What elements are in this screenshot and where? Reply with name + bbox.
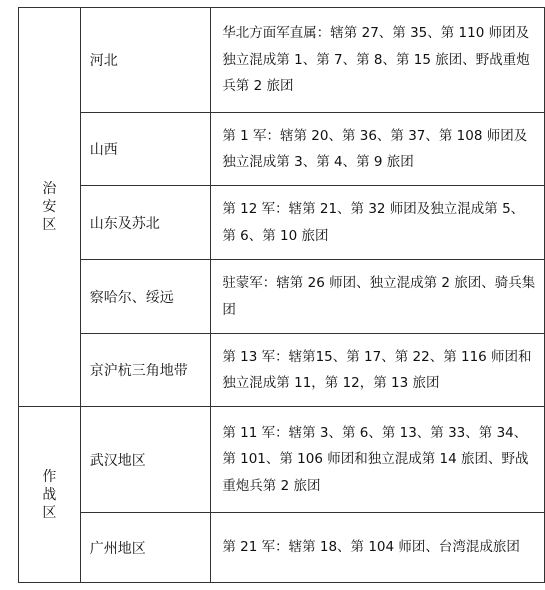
army-deployment-table <box>18 7 545 583</box>
zone-cell-combat <box>19 407 81 583</box>
description-cell: 华北方面军直属：辖第 27、第 35、第 110 师团及独立混成第 1、第 7、第 8、第 15 旅团、野战重炮兵第 2 旅团 <box>211 8 545 113</box>
region-cell: 河北 <box>80 8 211 113</box>
table-row <box>19 407 545 513</box>
description-cell: 第 21 军：辖第 18、第 104 师团、台湾混成旅团 <box>211 513 545 583</box>
table-row <box>19 186 545 260</box>
description-cell: 第 1 军：辖第 20、第 36、第 37、第 108 师团及独立混成第 3、第 4、第 9 旅团 <box>211 113 545 186</box>
table-row <box>19 8 545 113</box>
region-cell: 山东及苏北 <box>80 186 211 260</box>
table-row <box>19 113 545 186</box>
table-row <box>19 260 545 334</box>
region-cell: 武汉地区 <box>80 407 211 513</box>
region-cell: 山西 <box>80 113 211 186</box>
region-cell: 察哈尔、绥远 <box>80 260 211 334</box>
description-cell: 第 11 军：辖第 3、第 6、第 13、第 33、第 34、第 101、第 106 师团和独立混成第 14 旅团、野战重炮兵第 2 旅团 <box>211 407 545 513</box>
zone-label: 作战区 <box>42 468 57 521</box>
table-row <box>19 334 545 407</box>
zone-label: 治安区 <box>42 181 57 233</box>
region-cell: 京沪杭三角地带 <box>80 334 211 407</box>
description-cell: 驻蒙军：辖第 26 师团、独立混成第 2 旅团、骑兵集团 <box>211 260 545 334</box>
zone-cell-security <box>19 8 81 407</box>
table-row <box>19 513 545 583</box>
description-cell: 第 12 军：辖第 21、第 32 师团及独立混成第 5、第 6、第 10 旅团 <box>211 186 545 260</box>
region-cell: 广州地区 <box>80 513 211 583</box>
description-cell: 第 13 军：辖第15、第 17、第 22、第 116 师团和独立混成第 11，第 12，第 13 旅团 <box>211 334 545 407</box>
